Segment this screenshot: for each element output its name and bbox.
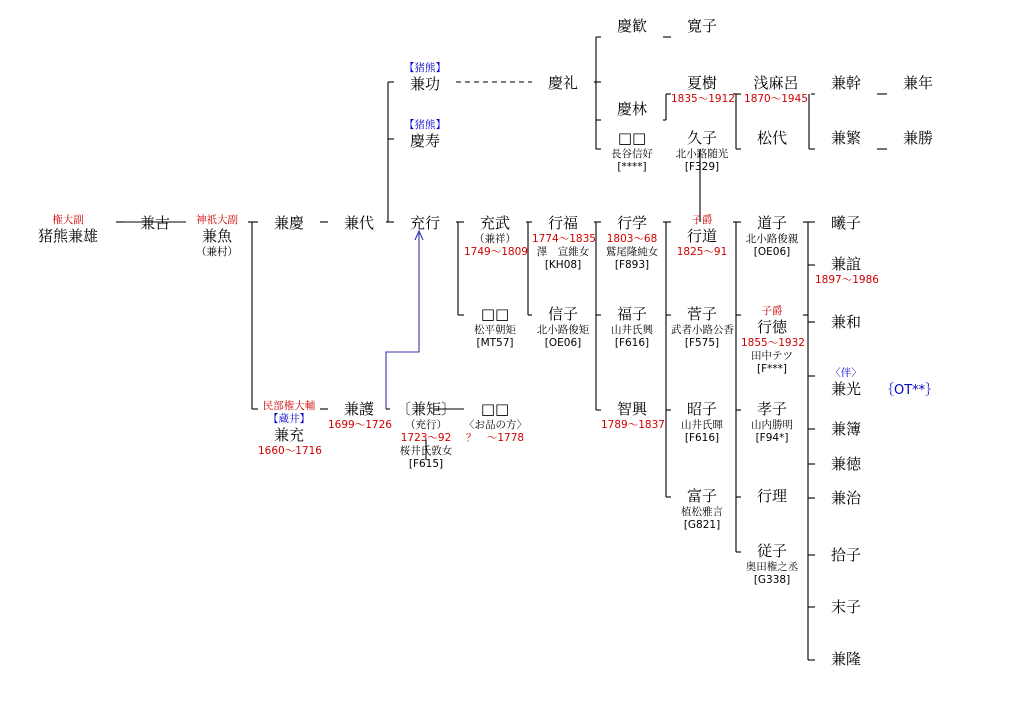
person-relation: 北小路俊親	[745, 232, 799, 245]
person-dates: 1803〜68	[606, 232, 658, 245]
person-node[interactable]	[815, 367, 939, 399]
person-node[interactable]	[394, 119, 456, 151]
person-relation: 澤 宣維女	[536, 245, 590, 258]
person-relation: 山内勝明	[751, 418, 793, 431]
person-node[interactable]	[601, 400, 663, 432]
person-relation: 長谷信好	[611, 147, 653, 160]
person-node[interactable]	[815, 546, 877, 565]
person-name: □□	[480, 400, 510, 418]
person-alt-name: 〈お品の方〉	[464, 418, 527, 431]
person-code: [F329]	[684, 160, 720, 173]
person-node[interactable]	[601, 17, 663, 36]
person-name: 兼和	[830, 313, 861, 331]
person-dates: 1660〜1716	[258, 445, 322, 457]
person-node[interactable]	[671, 74, 733, 106]
person-dates: 1835〜1912	[671, 92, 735, 105]
person-node[interactable]	[815, 313, 877, 332]
person-tag: 〈伴〉	[830, 367, 862, 379]
person-node[interactable]	[887, 74, 949, 93]
person-node[interactable]	[20, 214, 116, 246]
person-relation: 桜井氏敦女	[399, 445, 453, 457]
person-name: 兼古	[139, 214, 170, 232]
person-rank: 子爵	[761, 305, 783, 317]
person-name: 兼幹	[830, 74, 861, 92]
person-code: [F616]	[684, 431, 720, 444]
person-name: 充武	[479, 214, 510, 232]
person-name: 兼簿	[830, 420, 861, 438]
person-name: 松代	[756, 129, 787, 147]
person-dates: 1789〜1837	[601, 418, 665, 431]
person-alt-name: （充行）	[405, 418, 447, 431]
person-name: 孝子	[756, 400, 787, 418]
person-name: 兼光	[830, 380, 861, 399]
person-dates: 1749〜1809	[464, 245, 528, 258]
person-name: 兼代	[343, 214, 374, 232]
person-rank: 民部権大輔	[262, 400, 316, 412]
person-node[interactable]	[328, 214, 390, 233]
person-node[interactable]	[671, 400, 733, 445]
person-node[interactable]	[601, 100, 663, 119]
person-code: [F893]	[614, 259, 650, 271]
person-rank: 子爵	[691, 214, 713, 226]
person-name: 兼勝	[902, 129, 933, 147]
person-node[interactable]	[601, 129, 663, 174]
person-name: 兼徳	[830, 455, 861, 473]
person-node[interactable]	[464, 400, 526, 445]
person-node[interactable]	[741, 74, 811, 106]
person-name: 兼治	[830, 489, 861, 507]
person-relation: 植松雅言	[681, 505, 723, 518]
person-code: [F***]	[757, 363, 787, 376]
person-node[interactable]	[671, 305, 733, 350]
person-tag: 【猪熊】	[404, 62, 446, 74]
person-node[interactable]	[390, 400, 462, 471]
person-node[interactable]	[815, 255, 877, 287]
person-name: 兼慶	[273, 214, 304, 232]
person-name: 富子	[686, 487, 717, 505]
person-dates: 1723〜92	[400, 431, 452, 444]
person-name: 慶寿	[409, 132, 440, 151]
person-node[interactable]	[258, 214, 320, 233]
person-node[interactable]	[671, 129, 733, 174]
person-dates: 1825〜91	[676, 245, 728, 258]
person-relation: 山井氏興	[611, 323, 653, 336]
person-relation: 北小路随光	[675, 147, 729, 160]
person-rank: 権大副	[52, 214, 84, 226]
person-node[interactable]	[601, 305, 663, 350]
person-node[interactable]	[601, 214, 663, 272]
person-name: 兼年	[902, 74, 933, 92]
person-node[interactable]	[186, 214, 248, 259]
person-name: 猪熊兼雄	[37, 227, 98, 246]
person-node[interactable]	[464, 305, 526, 350]
person-relation: 山井氏暉	[681, 418, 723, 431]
person-name: 道子	[756, 214, 787, 232]
person-code: [F94*]	[755, 431, 789, 444]
person-node[interactable]	[815, 455, 877, 474]
person-alt-name: （兼祥）	[474, 232, 516, 245]
person-name: 慶礼	[547, 74, 578, 92]
person-name: 従子	[756, 542, 787, 560]
person-node[interactable]	[815, 420, 877, 439]
person-name: 末子	[830, 598, 861, 616]
person-node[interactable]	[741, 214, 803, 259]
person-node[interactable]	[815, 214, 877, 233]
person-name: 兼充	[273, 426, 304, 445]
person-name: 行理	[756, 487, 787, 505]
person-node[interactable]	[328, 400, 390, 432]
person-name: 信子	[547, 305, 578, 323]
person-name: 充行	[409, 214, 440, 232]
person-relation: 北小路俊矩	[536, 323, 590, 336]
person-node[interactable]	[671, 214, 733, 259]
person-name: 兼隆	[830, 650, 861, 668]
person-code: [G338]	[753, 573, 791, 586]
person-name: 兼護	[343, 400, 374, 418]
person-dates: 1699〜1726	[328, 418, 392, 431]
person-relation: 武者小路公香	[671, 323, 734, 336]
person-name: 智興	[616, 400, 647, 418]
person-node[interactable]	[671, 487, 733, 532]
person-node[interactable]	[741, 129, 803, 148]
person-name: 寛子	[686, 17, 717, 35]
person-node[interactable]	[532, 214, 594, 272]
person-name: 〔兼矩〕	[395, 400, 456, 418]
person-code: [****]	[617, 160, 647, 173]
person-name: 拾子	[830, 546, 861, 564]
person-name: 福子	[616, 305, 647, 323]
person-node[interactable]	[532, 305, 594, 350]
person-code: [MT57]	[476, 336, 514, 349]
person-relation: 鷲尾隆純女	[605, 245, 659, 258]
person-name: 行福	[547, 214, 578, 232]
person-code: [OE06]	[753, 245, 791, 258]
person-node[interactable]	[815, 650, 877, 669]
person-node[interactable]	[394, 62, 456, 94]
person-node[interactable]	[741, 487, 803, 506]
person-name: 兼繁	[830, 129, 861, 147]
person-name: 兼誼	[830, 255, 861, 273]
person-code: [F616]	[614, 336, 650, 349]
person-name: 菅子	[686, 305, 717, 323]
person-note: ｛OT**｝	[881, 383, 939, 398]
person-name: 行徳	[756, 318, 787, 337]
person-dates: ？ 〜1778	[465, 431, 525, 444]
person-code: [F575]	[684, 336, 720, 349]
person-name: 曦子	[830, 214, 861, 232]
person-code: [G821]	[683, 518, 721, 531]
person-name: 兼功	[409, 75, 440, 94]
person-name: □□	[480, 305, 510, 323]
person-name: 行学	[616, 214, 647, 232]
person-name: 行道	[686, 227, 717, 246]
person-tag: 【蔵井】	[268, 413, 310, 426]
person-name: 慶歓	[616, 17, 647, 35]
person-node[interactable]	[394, 214, 456, 233]
person-alt-name: （兼村）	[196, 245, 238, 258]
person-name: 慶林	[616, 100, 647, 118]
person-node[interactable]	[671, 17, 733, 36]
person-code: [KH08]	[544, 259, 582, 271]
person-node[interactable]	[741, 542, 803, 587]
person-node[interactable]	[258, 400, 320, 458]
person-node[interactable]	[124, 214, 186, 233]
person-dates: 1774〜1835	[532, 232, 596, 245]
person-node[interactable]	[815, 598, 877, 617]
person-name: 兼魚	[201, 227, 232, 246]
person-name: □□	[617, 129, 647, 147]
person-relation: 奥田権之丞	[745, 560, 799, 573]
person-node[interactable]	[887, 129, 949, 148]
person-node[interactable]	[464, 214, 526, 259]
person-name: 昭子	[686, 400, 717, 418]
person-node[interactable]	[815, 489, 877, 508]
person-node[interactable]	[741, 305, 803, 376]
person-code: [F615]	[408, 458, 444, 471]
person-name: 久子	[686, 129, 717, 147]
person-name: 夏樹	[686, 74, 717, 92]
person-dates: 1870〜1945	[744, 92, 808, 105]
person-code: [OE06]	[544, 336, 582, 349]
person-dates: 1897〜1986	[815, 273, 879, 286]
person-relation: 田中テツ	[751, 350, 793, 362]
person-relation: 松平朝矩	[474, 323, 516, 336]
person-tag: 【猪熊】	[404, 119, 446, 131]
person-node[interactable]	[741, 400, 803, 445]
person-dates: 1855〜1932	[741, 336, 805, 349]
person-node[interactable]	[815, 129, 877, 148]
person-rank: 神祇大副	[196, 214, 238, 226]
person-node[interactable]	[532, 74, 594, 93]
person-name: 浅麻呂	[753, 74, 799, 92]
person-node[interactable]	[815, 74, 877, 93]
